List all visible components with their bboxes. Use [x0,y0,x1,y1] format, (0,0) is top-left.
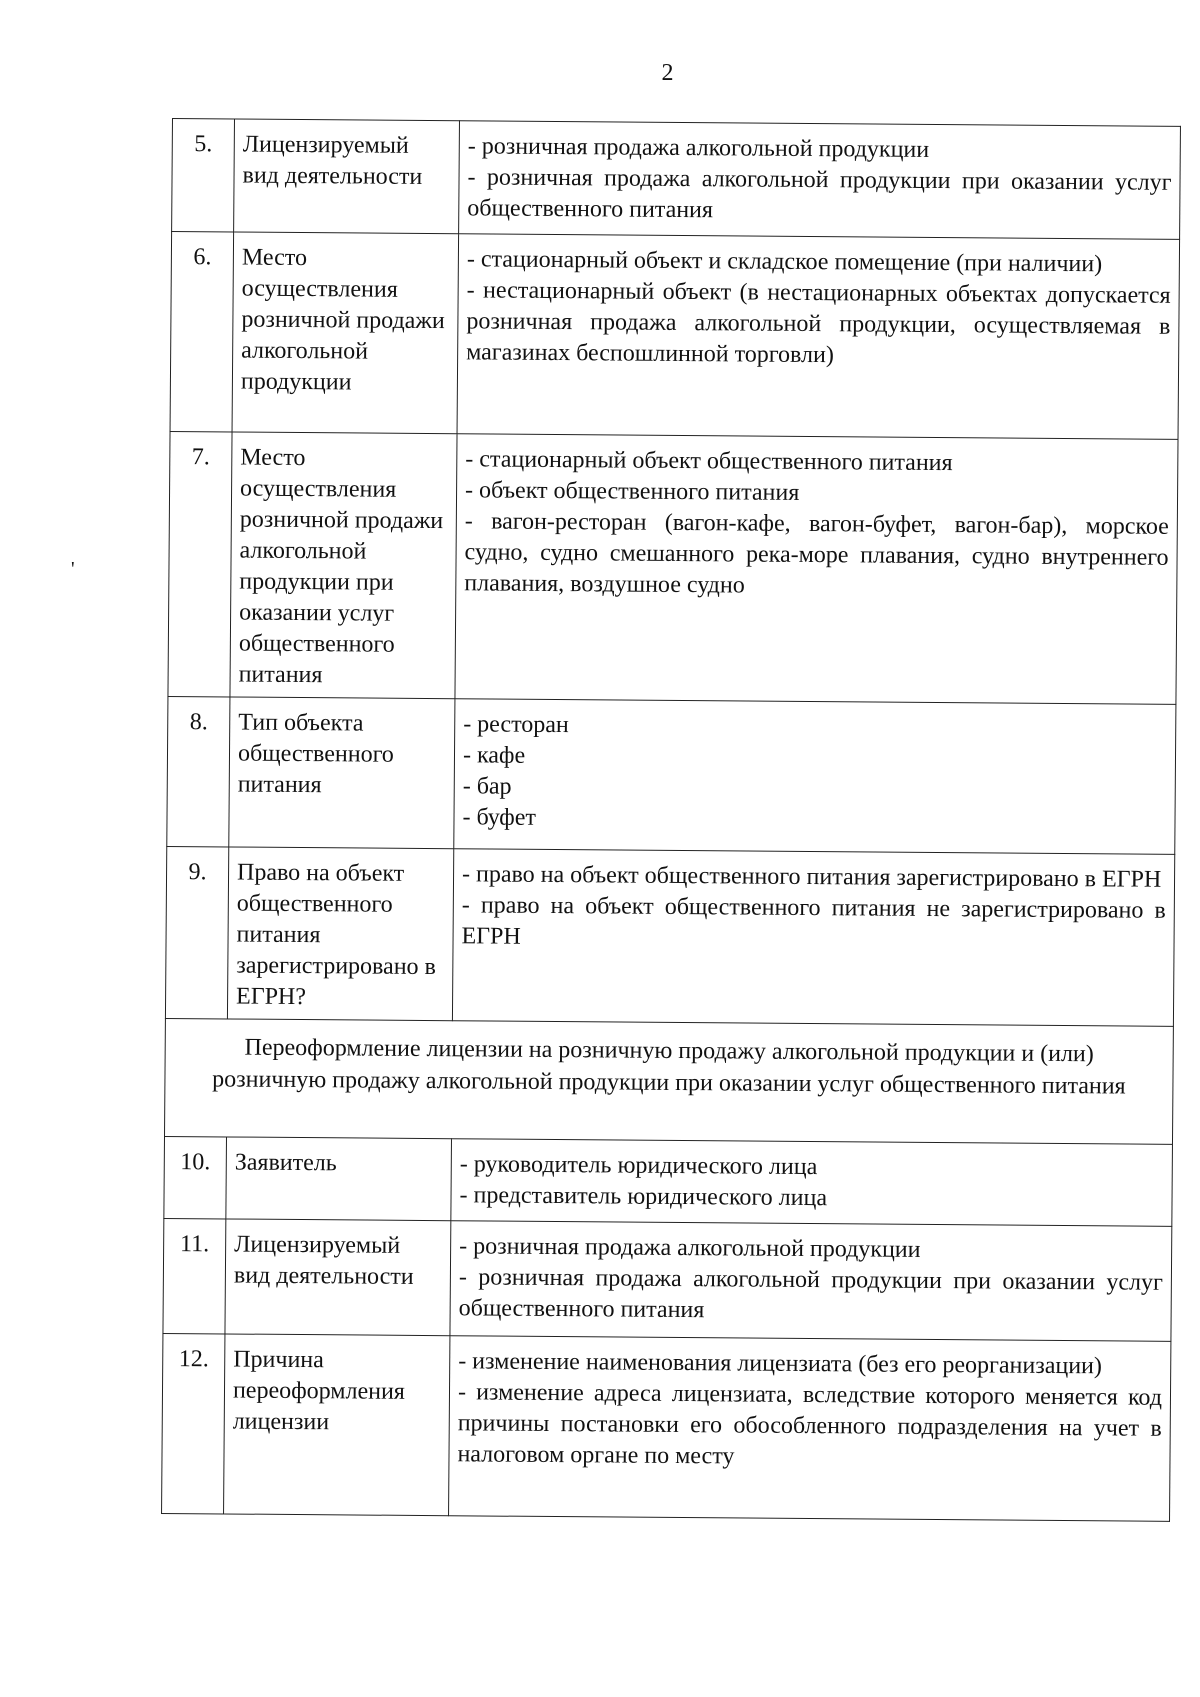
row-value-line: - руководитель юридического лица [459,1151,818,1181]
row-value-line: - кафе [462,742,526,769]
row-value-line: - ресторан [463,711,569,739]
row-value-line: - изменение адреса лицензиата, вследствие которого меняется код причины постановки его обособленного подразделения на учет в налоговом органе по месту [457,1379,1163,1470]
row-values [454,699,1176,855]
row-label: Право на объект общественного питания зарегистрировано в ЕГРН? [227,847,453,1021]
table-row [168,431,1178,704]
row-number: 12. [162,1333,225,1513]
row-value-line: - объект общественного питания [464,477,800,506]
row-number: 5. [172,119,235,232]
row-label: Тип объекта общественного питания [229,697,455,849]
row-value-line: - нестационарный объект (в нестационарных объектах допускается розничная продажа алкогольной продукции, осуществляемая в магазинах беспошлинной торговли) [466,277,1171,369]
row-value-line: - право на объект общественного питания не зарегистрировано в ЕГРН [461,892,1166,950]
row-value-line: - розничная продажа алкогольной продукции при оказании услуг общественного питания [467,164,1172,224]
row-value-line: - стационарный объект общественного питания [465,446,953,477]
row-number: 6. [170,232,234,432]
table-row [170,232,1180,440]
row-values [451,1139,1173,1227]
row-number: 9. [165,846,228,1018]
row-value-line: - розничная продажа алкогольной продукции при оказании услуг общественного питания [458,1264,1163,1324]
row-value-line: - стационарный объект и складское помещение (при наличии) [466,246,1103,278]
row-value-line: - буфет [462,804,537,831]
row-number: 8. [167,696,230,846]
row-values [455,434,1178,705]
table-row [172,119,1181,240]
row-number: 10. [164,1136,227,1218]
table-row [167,696,1176,854]
table-row [165,846,1174,1026]
row-label: Место осуществления розничной продажи алкогольной продукции при оказании услуг общественного питания [230,432,457,699]
row-value-line: - представитель юридического лица [459,1182,828,1212]
row-value-line: - право на объект общественного питания зарегистрировано в ЕГРН [461,861,1162,893]
row-label: Заявитель [226,1137,452,1221]
section-row [165,1018,1174,1144]
row-values [449,1336,1171,1522]
row-label: Лицензируемый вид деятельности [234,119,460,234]
row-values [459,121,1181,240]
row-values [452,849,1174,1027]
license-table [161,118,1181,1522]
row-label: Место осуществления розничной продажи алкогольной продукции [232,232,459,434]
row-value-line: - розничная продажа алкогольной продукции [467,133,930,163]
table-row [163,1218,1172,1341]
table-row [162,1333,1171,1521]
row-number: 7. [168,431,232,696]
table-row [164,1136,1173,1226]
row-values [450,1221,1172,1342]
stray-mark: ' [71,558,75,580]
row-values [457,234,1180,440]
row-label: Лицензируемый вид деятельности [225,1219,451,1336]
row-value-line: - бар [462,773,512,800]
section-heading: Переоформление лицензии на розничную продажу алкогольной продукции и (или) розничную продажу алкогольной продукции при оказании услуг общественного питания [165,1018,1174,1144]
row-number: 11. [163,1218,226,1333]
row-label: Причина переоформления лицензии [224,1334,450,1516]
page-number: 2 [661,60,674,86]
row-value-line: - изменение наименования лицензиата (без его реорганизации) [458,1348,1103,1380]
row-value-line: - вагон-ресторан (вагон-кафе, вагон-буфет, вагон-бар), морское судно, судно смешанного река-море плавания, судно внутреннего плавания, воздушное судно [464,508,1169,599]
row-value-line: - розничная продажа алкогольной продукции [459,1233,921,1263]
